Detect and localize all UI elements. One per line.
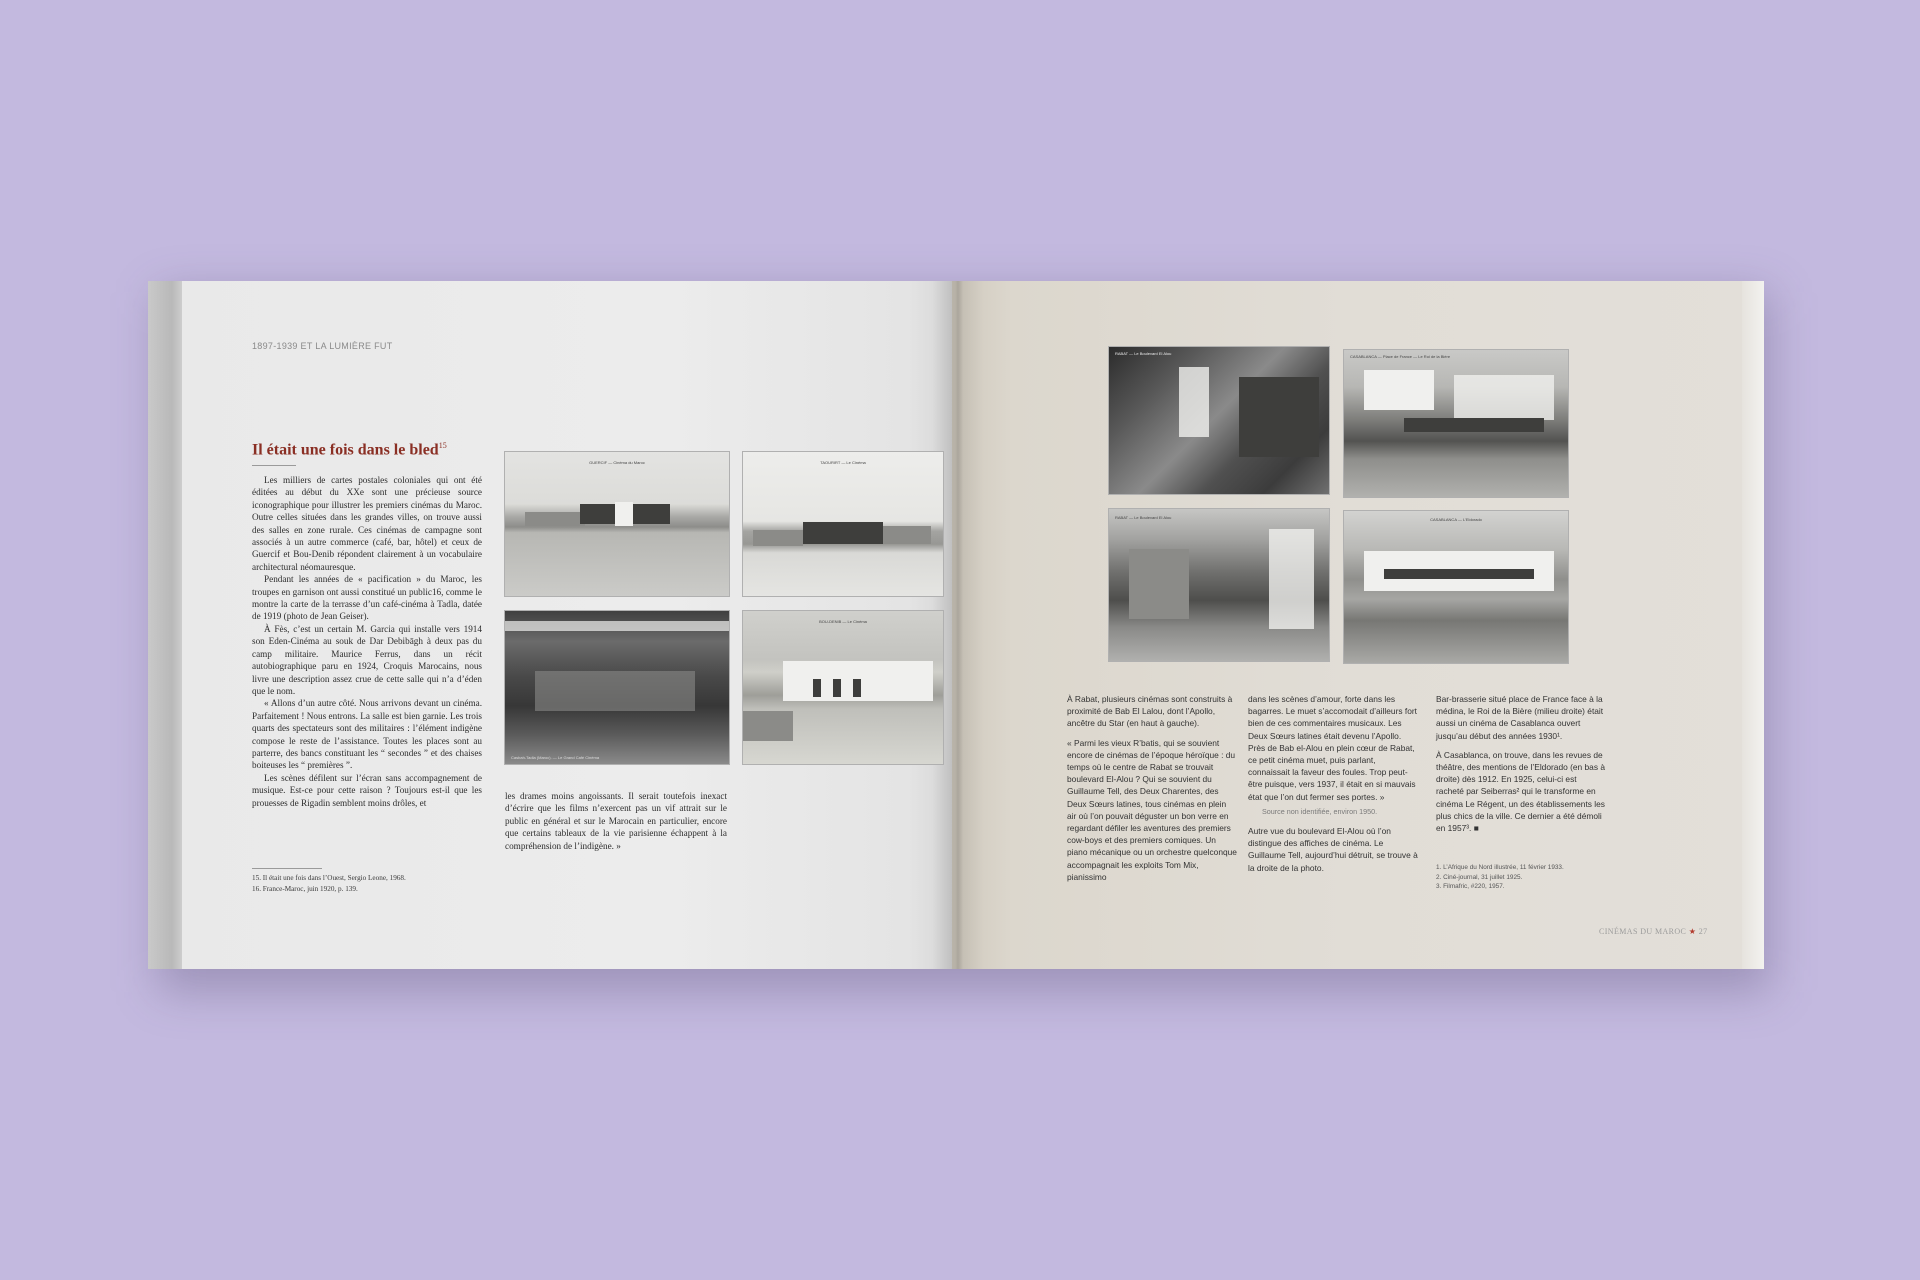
running-head: 1897-1939 ET LA LUMIÈRE FUT	[252, 341, 393, 351]
footnote: 3. Filmafric, #220, 1957.	[1436, 883, 1505, 891]
footnote: 15. Il était une fois dans l’Ouest, Sergio Leone, 1968.	[252, 874, 406, 882]
postcard-photo-tadla-cafe	[504, 610, 730, 765]
folio-title: CINÉMAS DU MAROC	[1599, 927, 1687, 936]
page-number: 27	[1698, 927, 1708, 936]
heading-note: 15	[438, 441, 447, 450]
section-heading-text: Il était une fois dans le bled	[252, 441, 439, 459]
paragraph: À Fès, c’est un certain M. Garcia qui installe vers 1914 son Eden-Cinéma au souk de Dar Debibāgh à deux pas du camp militaire. Maurice Ferrus, dans un récit autobiographique paru en 1924, Croquis Marocains, nous livre une description assez crue de cette salle qui n’a d’éden que le nom.	[252, 623, 482, 696]
postcard-photo-rabat-boulevard	[1108, 346, 1330, 495]
postcard-photo-rabat-street	[1108, 508, 1330, 662]
caption-paragraph: Autre vue du boulevard El-Alou où l’on distingue des affiches de cinéma. Le Guillaume Tell, aujourd’hui détruit, se trouve à la droite de la photo.	[1248, 826, 1418, 873]
paragraph: Les milliers de cartes postales coloniales qui ont été éditées au début du XXe sont une précieuse source iconographique pour illustrer les premiers cinémas du Maroc. Outre celles situées dans les grandes villes, on trouve aussi des salles en zone rurale. Ces cinémas de campagne sont associés à un autre commerce (café, bar, hôtel) et ceux de Guercif et Bou-Denib répondent clairement à un vocabulaire architectural néomauresque.	[252, 475, 482, 572]
quote-paragraph: « Parmi les vieux R’batis, qui se souvient encore de cinémas de l’époque héroïque : du temps où le centre de Rabat se trouvait boulevard El-Alou ? Qui se souvient du Guillaume Tell, des Deux Charentes, des Deux Sœurs latines, tous cinémas en plein air où l’on pouvait déguster un bon verre en regardant défiler les aventures des premiers cow-boys et des premiers comiques. Un piano mécanique ou un orchestre quelconque accompagnait les exploits Tom Mix, pianissimo	[1067, 737, 1237, 882]
right-column-2	[1248, 693, 1418, 881]
body-column-1	[252, 474, 482, 809]
postcard-photo-casablanca-eldorado	[1343, 510, 1569, 664]
right-page-edges	[1742, 281, 1764, 969]
footnote: 2. Ciné-journal, 31 juillet 1925.	[1436, 873, 1523, 881]
photo-caption: CASABLANCA — L’Eldorado	[1430, 517, 1482, 522]
photo-caption: TAOURIRT — Le Cinéma	[820, 460, 866, 465]
photo-caption: RABAT — Le Boulevard El Alou	[1115, 515, 1172, 520]
paragraph: Pendant les années de « pacification » du Maroc, les troupes en garnison ont aussi constitué un public16, comme le montre la carte de la terrasse d’un café-cinéma à Tadla, datée de 1919 (photo de Jean Geiser).	[252, 574, 482, 622]
right-column-3	[1436, 693, 1606, 841]
photo-caption: BOU-DENIB — Le Cinéma	[819, 619, 867, 624]
footnote-rule	[252, 868, 322, 869]
caption-paragraph: À Casablanca, on trouve, dans les revues de théâtre, des mentions de l’Eldorado (en bas à droite) dès 1912. En 1925, celui-ci est racheté par Seiberras² qui le transforme en cinéma Le Régent, un des établissements les plus chics de la ville. Ce dernier a été démoli en 1957³. ■	[1436, 749, 1606, 834]
photo-caption: GUERCIF — Cinéma du Maroc	[589, 460, 645, 465]
caption-paragraph: Bar-brasserie situé place de France face à la médina, le Roi de la Bière (milieu droite) était aussi un cinéma de Casablanca ouvert jusqu’au début des années 1930¹.	[1436, 694, 1604, 741]
postcard-photo-casablanca-place	[1343, 349, 1569, 498]
section-heading	[252, 441, 447, 459]
photo-caption: Casbah-Tadla (Maroc). — Le Grand Café Cinéma	[511, 755, 600, 760]
photo-caption: CASABLANCA — Place de France — Le Roi de la Bière	[1350, 354, 1451, 359]
postcard-photo-taourirt	[742, 451, 944, 597]
body-column-2	[505, 790, 727, 852]
folio	[1599, 927, 1708, 936]
left-page-edges	[148, 281, 182, 969]
postcard-photo-guercif	[504, 451, 730, 597]
footnote: 1. L’Afrique du Nord illustrée, 11 février 1933.	[1436, 864, 1564, 871]
left-footnotes	[252, 873, 406, 894]
star-icon: ★	[1688, 927, 1697, 936]
heading-rule	[252, 465, 296, 466]
caption-paragraph: À Rabat, plusieurs cinémas sont construits à proximité de Bab El Lalou, dont l’Apollo, ancêtre du Star (en haut à gauche).	[1067, 694, 1233, 729]
right-column-1	[1067, 693, 1237, 890]
photo-caption: RABAT — Le Boulevard El Alou	[1115, 351, 1172, 356]
footnote: 16. France-Maroc, juin 1920, p. 139.	[252, 884, 358, 893]
postcard-photo-bou-denib	[742, 610, 944, 765]
quote-paragraph: « Allons d’un autre côté. Nous arrivons devant un cinéma. Parfaitement ! Nous entrons. La salle est bien garnie. Les trois quarts des spectateurs sont des militaires : l’élément indigène compose le reste de l’assistance. Toutes les places sont au parterre, des bancs constituant les “ secondes ” et des chaises boiteuses les “ premières ”.	[252, 698, 482, 771]
quote-paragraph: Les scènes défilent sur l’écran sans accompagnement de musique. Est-ce pour cette raison ? Toujours est-il que les prouesses de Rigadin semblent moins drôles, et	[252, 772, 482, 808]
source-note: Source non identifiée, environ 1950.	[1262, 806, 1378, 816]
continuation-paragraph: les drames moins angoissants. Il serait toutefois inexact d’écrire que les films n’exercent pas un vif attrait sur le public en général et sur le Marocain en particulier, encore que certains tableaux de la vie parisienne échappent à la compréhension de l’indigène. »	[505, 791, 727, 851]
quote-paragraph: dans les scènes d’amour, forte dans les bagarres. Le muet s’accomodait d’ailleurs fort bien de ces commentaires musicaux. Les Deux Sœurs latines était devenu l’Apollo. Près de Bab el-Alou en plein cœur de Rabat, ce petit cinéma muet, puis parlant, connaissait la faveur des foules. Trop peut-être puisque, vers 1937, il était en si mauvais état que l’on dut fermer ses portes. »	[1248, 694, 1417, 802]
right-footnotes	[1436, 863, 1564, 892]
